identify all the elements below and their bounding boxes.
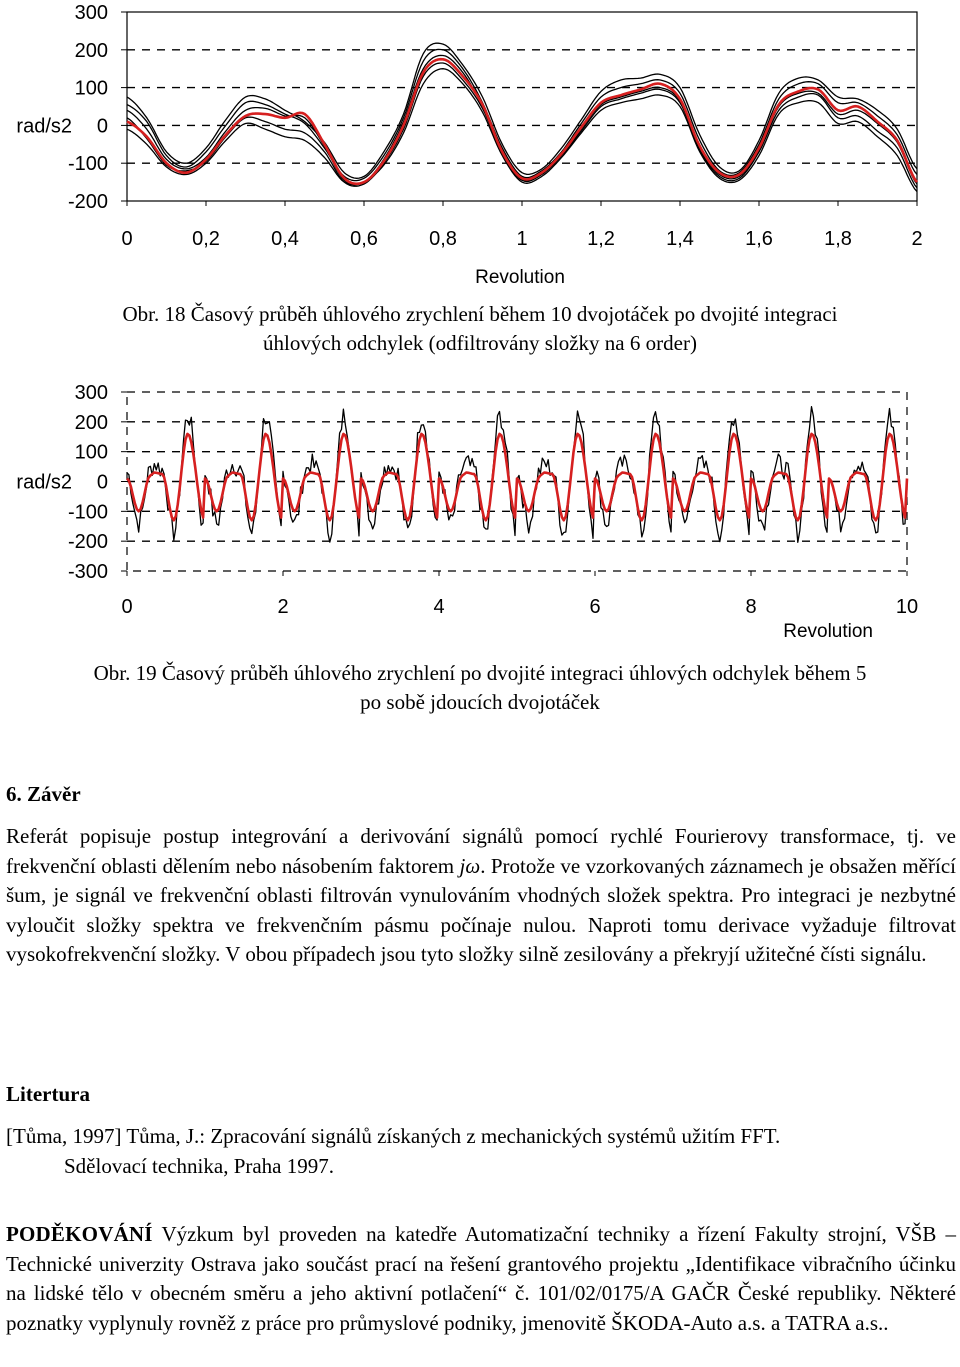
y-tick-label: 200 [74,39,108,62]
conclusion-text-part2: . Protože ve vzorkovaných záznamech je obsažen měřící šum, je signál ve frekvenční oblasti filtrován vynulováním vhodných složek spektra. Pro integraci je nezbytné vyloučit složky spektra ve frekvenčním pásmu počínaje nulou. Naproti tomu derivace vyžaduje filtrovat vysokofrekvenční složky. V obou případech jsou tyto složky silně zesilovány a překryjí užitečné čísti signálu. [6,853,956,966]
y-axis-label: rad/s2 [16,471,72,494]
omega-symbol: jω [459,853,481,878]
x-axis-label: Revolution [783,621,873,642]
x-tick-label: 0,4 [271,228,299,250]
series-line-black [127,407,907,543]
acknowledgement-label: PODĚKOVÁNÍ [6,1222,153,1246]
y-tick-label: -200 [67,531,108,554]
literature-heading: Litertura [6,1082,90,1106]
figure-19-caption-line2: po sobě jdoucích dvojotáček [360,690,600,714]
y-tick-label: 200 [74,411,108,434]
y-tick-label: 100 [74,441,108,464]
conclusion-text-part1: Referát popisuje postup integrování a derivování signálů pomocí rychlé Fourierovy transformace, tj. ve frekvenční oblasti dělením nebo násobením faktorem [6,824,956,878]
y-tick-label: 300 [74,382,108,404]
x-tick-label: 1,6 [745,228,773,250]
figure-18-caption-line2: úhlových odchylek (odfiltrovány složky na 6 order) [263,331,697,355]
conclusion-paragraph [6,822,956,970]
y-tick-label: 0 [96,115,108,138]
x-tick-label: 0 [121,228,133,250]
x-tick-label: 0 [121,596,133,618]
y-tick-label: 0 [96,471,108,494]
figure-19-caption-line1: Obr. 19 Časový průběh úhlového zrychlení po dvojité integraci úhlových odchylek během 5 [93,661,867,685]
acknowledgement-paragraph [6,1220,956,1338]
x-tick-label: 8 [745,596,757,618]
x-tick-label: 1,8 [824,228,852,250]
x-tick-label: 0,6 [350,228,378,250]
x-tick-label: 1,2 [587,228,615,250]
y-tick-label: -100 [67,501,108,524]
reference-line2: Sdělovací technika, Praha 1997. [64,1153,335,1178]
x-tick-label: 4 [433,596,445,618]
y-tick-label: 100 [74,77,108,100]
x-tick-label: 10 [895,596,919,618]
figure-18-caption-line1: Obr. 18 Časový průběh úhlového zrychlení během 10 dvojotáček po dvojité integraci [122,302,838,326]
figure-19-chart [0,380,960,650]
acknowledgement-text: Výzkum byl proveden na katedře Automatizační techniky a řízení Fakulty strojní, VŠB – Technické univerzity Ostrava jako součást prací na řešení grantového projektu „Identifikace vibračního účinku na lidské tělo v obecném směru a jeho aktivní potlačení“ č. 101/02/0175/A GAČR České republiky. Některé poznatky vyplynuly rovněž z práce pro průmyslové podniky, jmenovitě ŠKODA-Auto a.s. a TATRA a.s.. [6,1222,956,1335]
x-tick-label: 1,4 [666,228,694,250]
x-tick-label: 2 [277,596,289,618]
x-tick-label: 0,8 [429,228,457,250]
y-tick-label: 300 [74,2,108,24]
section-heading-conclusion: 6. Závěr [6,782,81,806]
reference-line1: [Tůma, 1997] Tůma, J.: Zpracování signálů získaných z mechanických systémů užitím FFT. [6,1124,781,1148]
reference-entry [6,1122,956,1181]
x-axis-label: Revolution [475,267,565,288]
y-tick-label: -300 [67,561,108,583]
x-tick-label: 6 [589,596,601,618]
x-tick-label: 1 [516,228,528,250]
y-tick-label: -200 [67,191,108,213]
figure-18-caption [0,300,960,358]
x-tick-label: 2 [911,228,923,250]
x-tick-label: 0,2 [192,228,220,250]
y-axis-label: rad/s2 [16,115,72,138]
figure-19-caption [0,659,960,717]
figure-18-chart [0,0,960,300]
series-line-black [127,55,917,184]
y-tick-label: -100 [67,153,108,176]
